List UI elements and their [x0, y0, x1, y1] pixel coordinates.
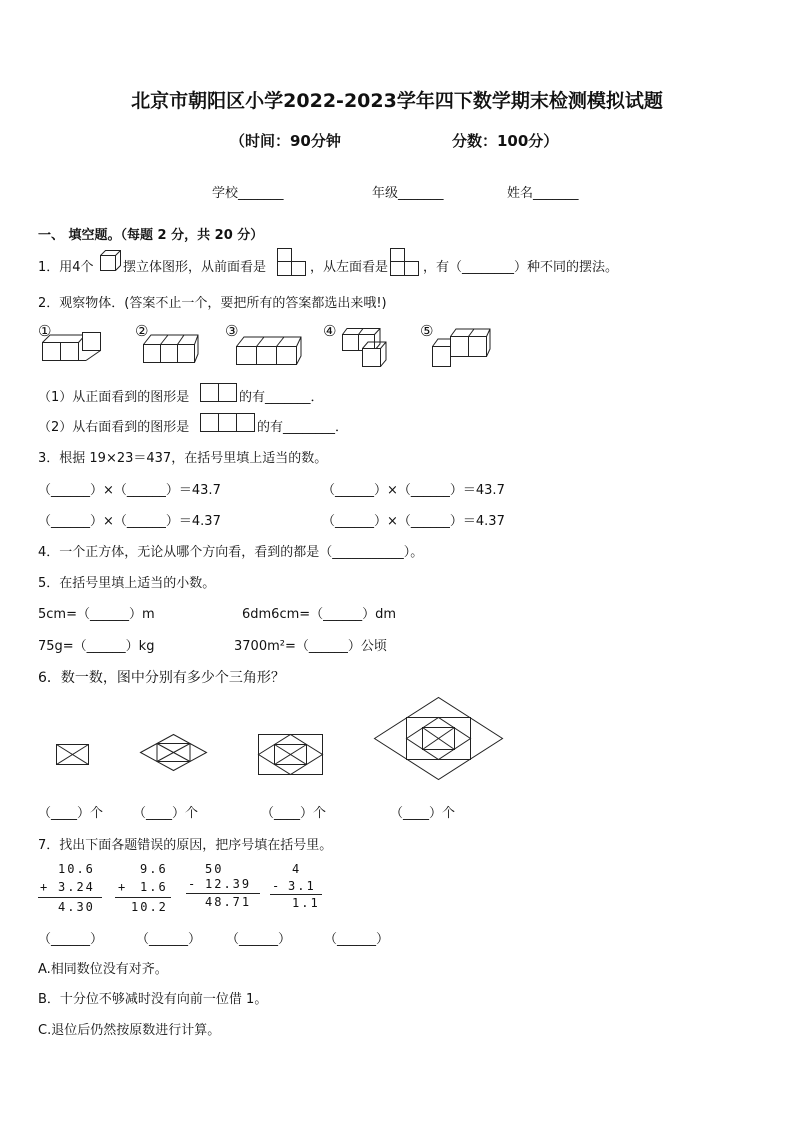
front-view-figure [277, 248, 307, 276]
q7-option-c: C.退位后仍然按原数进行计算。 [38, 1023, 221, 1038]
q6-text: 6．数一数，图中分别有多少个三角形？ [38, 670, 285, 686]
calc-top: 9.6 [140, 862, 168, 876]
q5-a: 5cm=（______）m [38, 607, 155, 622]
q4-text: 4．一个正方体，无论从哪个方向看，看到的都是（___________）。 [38, 545, 424, 560]
q6-blank-3: （____）个 [261, 806, 327, 821]
q2-sub2-b: 的有________． [257, 420, 349, 435]
figure-label-5: ⑤ [420, 322, 434, 340]
figure-label-2: ② [135, 322, 149, 340]
q3-row1-left: （______）×（______）＝43.7 [38, 483, 221, 498]
calc-top: 4 [292, 862, 302, 876]
cube-figure-5 [432, 326, 492, 370]
q7-blank-2: （______） [136, 932, 202, 947]
triangle-figure-2 [140, 734, 208, 772]
figure-label-3: ③ [225, 322, 239, 340]
exam-score: 分数：100分） [452, 132, 559, 150]
q7-blank-3: （______） [226, 932, 292, 947]
q2-text: 2．观察物体．(答案不止一个，要把所有的答案都选出来哦!) [38, 296, 387, 311]
left-view-figure [390, 248, 420, 276]
grade-field: 年级_______ [372, 186, 444, 201]
q7-option-b: B．十分位不够减时没有向前一位借 1。 [38, 992, 268, 1007]
front-view-shape [200, 383, 238, 403]
q1-part2: 摆立体图形，从前面看是 [123, 260, 267, 275]
q3-row2-right: （______）×（______）＝4.37 [322, 514, 505, 529]
figure-label-4: ④ [323, 322, 337, 340]
calc-result: 48.71 [205, 895, 252, 909]
q5-d: 3700m²=（______）公顷 [234, 639, 387, 654]
calc-result: 4.30 [58, 900, 95, 914]
triangle-figure-1 [56, 744, 90, 766]
q3-text: 3．根据 19×23＝437，在括号里填上适当的数。 [38, 451, 328, 466]
q2-sub1-a: （1）从正面看到的图形是 [38, 390, 190, 405]
q1-part4: ，有（________）种不同的摆法。 [423, 260, 619, 275]
q7-text: 7．找出下面各题错误的原因，把序号填在括号里。 [38, 838, 333, 853]
q7-blank-4: （______） [324, 932, 390, 947]
calc-bottom: 1.6 [140, 880, 168, 894]
triangle-figure-3 [258, 734, 324, 776]
q5-text: 5．在括号里填上适当的小数。 [38, 576, 216, 591]
triangle-figure-4 [374, 697, 504, 781]
q6-blank-4: （____）个 [390, 806, 456, 821]
calc-top: 10.6 [58, 862, 95, 876]
q3-row2-left: （______）×（______）＝4.37 [38, 514, 221, 529]
q2-sub1-b: 的有_______． [239, 390, 324, 405]
calc-bottom: 3.24 [58, 880, 95, 894]
section-heading: 一、 填空题。（每题 2 分，共 20 分） [38, 228, 264, 243]
q1-part1: 1．用4个 [38, 260, 94, 275]
name-field: 姓名_______ [507, 186, 579, 201]
calc-bottom: 12.39 [205, 877, 252, 891]
calc-top: 50 [205, 862, 224, 876]
cube-figure-1 [42, 328, 104, 368]
page-title: 北京市朝阳区小学2022-2023学年四下数学期末检测模拟试题 [131, 90, 663, 112]
school-field: 学校_______ [212, 186, 284, 201]
right-view-shape [200, 413, 256, 433]
q5-b: 6dm6cm=（______）dm [242, 607, 397, 622]
q6-blank-1: （____）个 [38, 806, 104, 821]
calc-operator: + [40, 880, 50, 894]
calc-result: 1.1 [292, 896, 320, 910]
q2-sub2-a: （2）从右面看到的图形是 [38, 420, 190, 435]
calc-bottom: 3.1 [288, 879, 316, 893]
calc-operator: - [188, 877, 198, 891]
q3-row1-right: （______）×（______）＝43.7 [322, 483, 505, 498]
calc-operator: - [272, 879, 282, 893]
figure-label-1: ① [38, 322, 52, 340]
calc-result: 10.2 [131, 900, 168, 914]
cube-figure-2 [143, 330, 199, 368]
q5-c: 75g=（______）kg [38, 639, 155, 654]
calc-operator: + [118, 880, 128, 894]
cube-icon [100, 250, 122, 272]
q7-option-a: A.相同数位没有对齐。 [38, 962, 168, 977]
q7-blank-1: （______） [38, 932, 104, 947]
cube-figure-4 [342, 328, 394, 370]
cube-figure-3 [236, 330, 302, 368]
exam-time: （时间：90分钟 [230, 132, 341, 150]
q1-part3: ，从左面看是 [310, 260, 389, 275]
q6-blank-2: （____）个 [133, 806, 199, 821]
